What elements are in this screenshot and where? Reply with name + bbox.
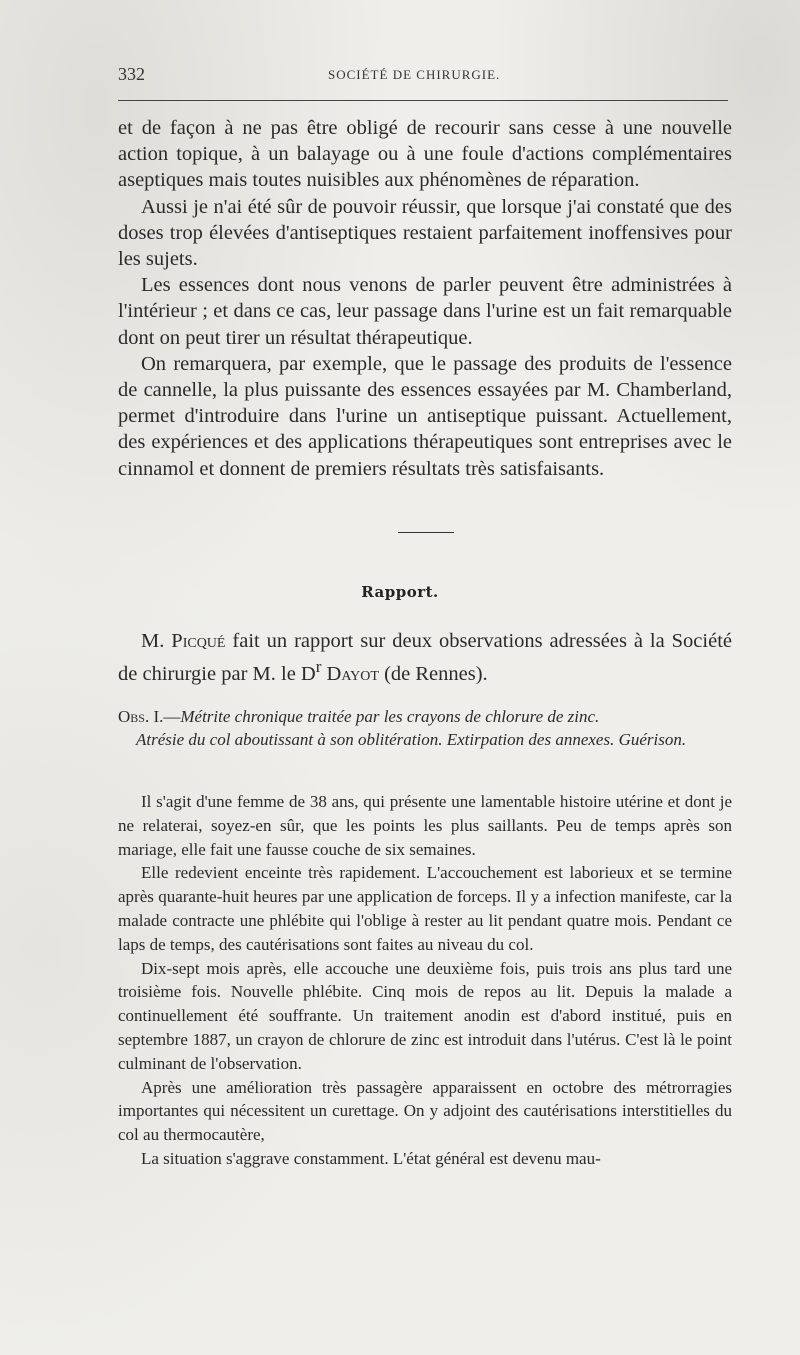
author-name: Picqué xyxy=(171,630,226,652)
running-head: SOCIÉTÉ DE CHIRURGIE. xyxy=(328,67,501,82)
intro-text: (de Rennes). xyxy=(378,663,488,686)
intro-text: M. xyxy=(141,630,172,652)
page-header xyxy=(118,64,728,102)
report-intro xyxy=(118,628,732,687)
paragraph: Après une amélioration très passagère apparaissent en octobre des métrorragies importantes qui nécessitent un curettage. On y adjoint des cautérisations interstitielles du col au thermocautère, xyxy=(118,1077,732,1145)
header-rule xyxy=(118,100,728,101)
observation-label: Obs. I. xyxy=(118,707,164,726)
paragraph: Aussi je n'ai été sûr de pouvoir réussir, que lorsque j'ai constaté que des doses trop élevées d'antiseptiques restaient parfaitement inoffensives pour les sujets. xyxy=(118,195,732,271)
paragraph: et de façon à ne pas être obligé de recourir sans cesse à une nouvelle action topique, à un balayage ou à une foule d'actions complémentaires aseptiques mais toutes nuisibles aux phénomènes de réparation. xyxy=(118,117,732,192)
paragraph: Elle redevient enceinte très rapidement. L'accouchement est laborieux et se termine après quarante-huit heures par une application de forceps. Il y a infection manifeste, car la malade contracte une phlébite qui l'oblige à rester au lit pendant quatre mois. Pendant ce laps de temps, des cautérisations sont faites au niveau du col. xyxy=(118,863,732,954)
paragraph: Les essences dont nous venons de parler peuvent être administrées à l'intérieur ; et dans ce cas, leur passage dans l'urine est un fait remarquable dont on peut tirer un résultat thérapeutique. xyxy=(118,274,732,349)
observation-body xyxy=(118,790,732,1171)
observation-dash: — xyxy=(163,707,181,726)
paragraph: La situation s'aggrave constamment. L'état général est devenu mau- xyxy=(141,1148,601,1168)
report-intro-paragraph xyxy=(118,628,732,687)
observation-title-line: Métrite chronique traitée par les crayons de chlorure de zinc. xyxy=(180,707,600,726)
observation-title xyxy=(118,706,732,751)
main-text xyxy=(118,115,732,482)
section-divider xyxy=(398,532,454,533)
intro-text: fait un rapport sur deux observations adressées à la Société de chirurgie par M. le D xyxy=(118,630,732,686)
paragraph: Il s'agit d'une femme de 38 ans, qui présente une lamentable histoire utérine et dont je ne relaterai, soyez-en sûr, que les points les plus saillants. Peu de temps après son mariage, elle fait une fausse couche de six semaines. xyxy=(118,792,732,859)
page-number: 332 xyxy=(118,64,145,84)
paragraph: On remarquera, par exemple, que le passage des produits de l'essence de cannelle, la plus puissante des essences essayées par M. Chamberland, permet d'introduire dans l'urine un antiseptique puissant. Actuellement, des expériences et des applications thérapeutiques sont entreprises avec le cinnamol et donnent de premiers résultats très satisfaisants. xyxy=(118,352,732,480)
observation-title-line: Atrésie du col aboutissant à son oblitération. Extirpation des annexes. Guérison. xyxy=(136,729,687,749)
report-heading: Rapport. xyxy=(361,583,439,601)
title-superscript: r xyxy=(315,657,322,677)
author-name: Dayot xyxy=(326,663,379,686)
paragraph: Dix-sept mois après, elle accouche une deuxième fois, puis trois ans plus tard une troisième fois. Nouvelle phlébite. Cinq mois de repos au lit. Depuis la malade a continuellement été souffrante. Un traitement anodin est d'abord institué, puis en septembre 1887, un crayon de chlorure de zinc est introduit dans l'utérus. C'est là le point culminant de l'observation. xyxy=(118,958,732,1073)
